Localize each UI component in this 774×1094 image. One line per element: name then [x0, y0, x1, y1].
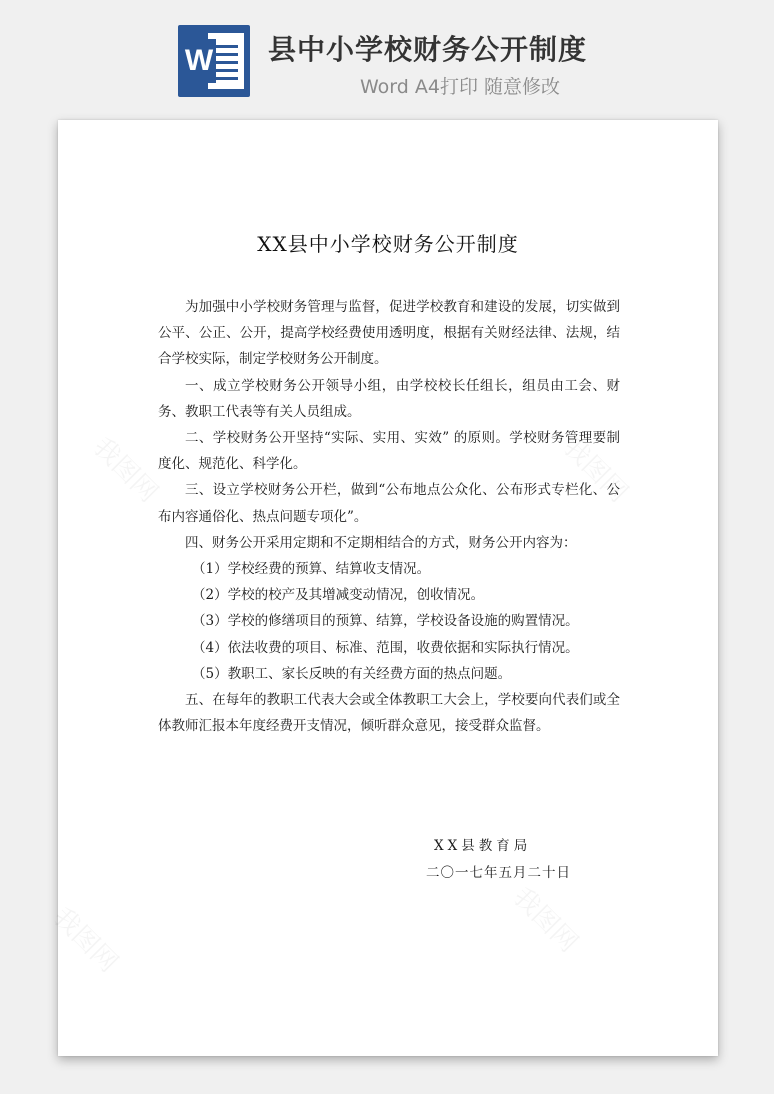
document-body — [158, 294, 620, 739]
paragraph-section-3: 三、设立学校财务公开栏，做到“公布地点公众化、公布形式专栏化、公布内容通俗化、热点问题专项化”。 — [158, 482, 620, 525]
list-item: （2）学校的校产及其增减变动情况，创收情况。 — [192, 587, 485, 604]
paragraph-section-4: 四、财务公开采用定期和不定期相结合的方式，财务公开内容为： — [185, 534, 577, 551]
list-item: （3）学校的修缮项目的预算、结算，学校设备设施的购置情况。 — [192, 613, 579, 630]
banner-title: 县中小学校财务公开制度 — [268, 33, 588, 66]
watermark — [86, 428, 167, 509]
paragraph-section-1: 一、成立学校财务公开领导小组，由学校校长任组长，组员由工会、财务、教职工代表等有关人员组成。 — [158, 377, 620, 420]
list-item: （4）依法收费的项目、标准、范围，收费依据和实际执行情况。 — [192, 639, 579, 656]
banner-subtitle: Word A4打印 随意修改 — [359, 76, 560, 98]
paragraph-intro: 为加强中小学校财务管理与监督，促进学校教育和建设的发展，切实做到公平、公正、公开，提高学校经费使用透明度，根据有关财经法律、法规，结合学校实际，制定学校财务公开制度。 — [158, 299, 620, 368]
word-letter: W — [182, 39, 216, 83]
document-page — [58, 120, 718, 1056]
document-title: XX县中小学校财务公开制度 — [257, 232, 519, 256]
list-item: （1）学校经费的预算、结算收支情况。 — [192, 561, 431, 578]
signature-organization: XX县教育局 — [434, 838, 532, 854]
watermark — [46, 898, 127, 979]
paragraph-section-5: 五、在每年的教职工代表大会或全体教职工大会上，学校要向代表们或全体教师汇报本年度经费开支情况，倾听群众意见，接受群众监督。 — [158, 692, 620, 735]
word-icon — [178, 25, 250, 97]
signature-date: 二〇一七年五月二十日 — [426, 865, 571, 881]
paragraph-section-2: 二、学校财务公开坚持“实际、实用、实效” 的原则。学校财务管理要制度化、规范化、科学化。 — [158, 430, 620, 473]
banner — [0, 0, 774, 112]
list-item: （5）教职工、家长反映的有关经费方面的热点问题。 — [192, 665, 512, 682]
watermark — [506, 878, 587, 959]
